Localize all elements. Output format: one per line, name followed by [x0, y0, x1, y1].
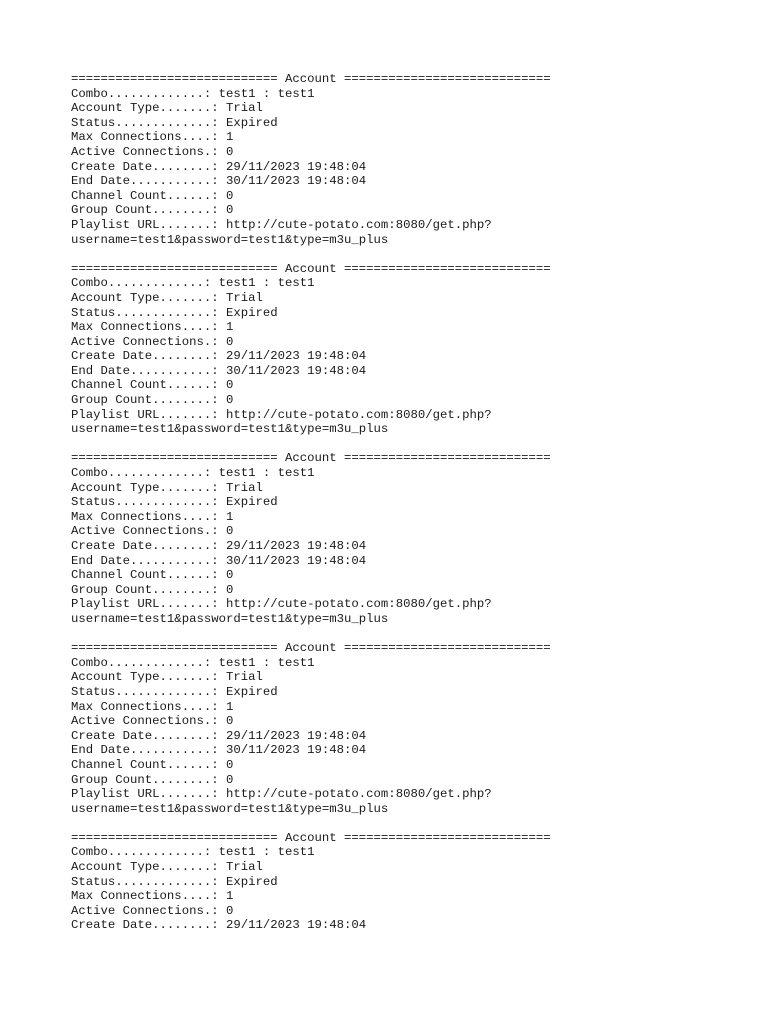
channel-count-line: Channel Count......: 0: [71, 568, 234, 583]
create-date-line: Create Date........: 29/11/2023 19:48:04: [71, 349, 367, 364]
account-type-line: Account Type.......: Trial: [71, 670, 263, 685]
active-connections-line: Active Connections.: 0: [71, 714, 234, 729]
channel-count-line: Channel Count......: 0: [71, 757, 234, 772]
playlist-url-continuation: username=test1&password=test1&type=m3u_plus: [71, 422, 389, 437]
account-type-line: Account Type.......: Trial: [71, 101, 263, 116]
document-page: [71, 72, 751, 948]
account-header: ============================ Account ============================: [71, 261, 551, 276]
playlist-url-continuation: username=test1&password=test1&type=m3u_plus: [71, 232, 389, 247]
playlist-url-line: Playlist URL.......: http://cute-potato.com:8080/get.php?: [71, 217, 492, 232]
status-line: Status.............: Expired: [71, 684, 278, 699]
playlist-url-line: Playlist URL.......: http://cute-potato.com:8080/get.php?: [71, 787, 492, 802]
max-connections-line: Max Connections....: 1: [71, 509, 234, 524]
account-header: ============================ Account ============================: [71, 451, 551, 466]
playlist-url-continuation: username=test1&password=test1&type=m3u_plus: [71, 611, 389, 626]
create-date-line: Create Date........: 29/11/2023 19:48:04: [71, 918, 367, 933]
account-block: [71, 262, 751, 437]
combo-line: Combo.............: test1 : test1: [71, 655, 315, 670]
status-line: Status.............: Expired: [71, 874, 278, 889]
status-line: Status.............: Expired: [71, 115, 278, 130]
account-block: [71, 641, 751, 816]
active-connections-line: Active Connections.: 0: [71, 334, 234, 349]
group-count-line: Group Count........: 0: [71, 582, 234, 597]
end-date-line: End Date...........: 30/11/2023 19:48:04: [71, 174, 367, 189]
channel-count-line: Channel Count......: 0: [71, 188, 234, 203]
account-header: ============================ Account ============================: [71, 830, 551, 845]
account-type-line: Account Type.......: Trial: [71, 480, 263, 495]
account-header: ============================ Account ============================: [71, 72, 551, 86]
create-date-line: Create Date........: 29/11/2023 19:48:04: [71, 539, 367, 553]
account-block: [71, 831, 751, 933]
playlist-url-line: Playlist URL.......: http://cute-potato.com:8080/get.php?: [71, 597, 492, 612]
channel-count-line: Channel Count......: 0: [71, 378, 234, 393]
end-date-line: End Date...........: 30/11/2023 19:48:04: [71, 363, 367, 378]
playlist-url-continuation: username=test1&password=test1&type=m3u_plus: [71, 801, 389, 816]
account-block: [71, 451, 751, 626]
create-date-line: Create Date........: 29/11/2023 19:48:04: [71, 159, 367, 174]
playlist-url-line: Playlist URL.......: http://cute-potato.com:8080/get.php?: [71, 407, 492, 422]
account-type-line: Account Type.......: Trial: [71, 860, 263, 875]
status-line: Status.............: Expired: [71, 305, 278, 320]
combo-line: Combo.............: test1 : test1: [71, 276, 315, 291]
status-line: Status.............: Expired: [71, 495, 278, 510]
end-date-line: End Date...........: 30/11/2023 19:48:04: [71, 743, 367, 758]
group-count-line: Group Count........: 0: [71, 772, 234, 787]
max-connections-line: Max Connections....: 1: [71, 699, 234, 714]
max-connections-line: Max Connections....: 1: [71, 889, 234, 904]
combo-line: Combo.............: test1 : test1: [71, 86, 315, 101]
max-connections-line: Max Connections....: 1: [71, 130, 234, 145]
max-connections-line: Max Connections....: 1: [71, 320, 234, 335]
combo-line: Combo.............: test1 : test1: [71, 845, 315, 860]
end-date-line: End Date...........: 30/11/2023 19:48:04: [71, 553, 367, 568]
active-connections-line: Active Connections.: 0: [71, 903, 234, 918]
group-count-line: Group Count........: 0: [71, 393, 234, 408]
group-count-line: Group Count........: 0: [71, 203, 234, 218]
active-connections-line: Active Connections.: 0: [71, 524, 234, 539]
account-type-line: Account Type.......: Trial: [71, 290, 263, 305]
account-block: [71, 72, 751, 247]
account-header: ============================ Account ============================: [71, 641, 551, 656]
combo-line: Combo.............: test1 : test1: [71, 466, 315, 481]
active-connections-line: Active Connections.: 0: [71, 144, 234, 159]
create-date-line: Create Date........: 29/11/2023 19:48:04: [71, 728, 367, 743]
